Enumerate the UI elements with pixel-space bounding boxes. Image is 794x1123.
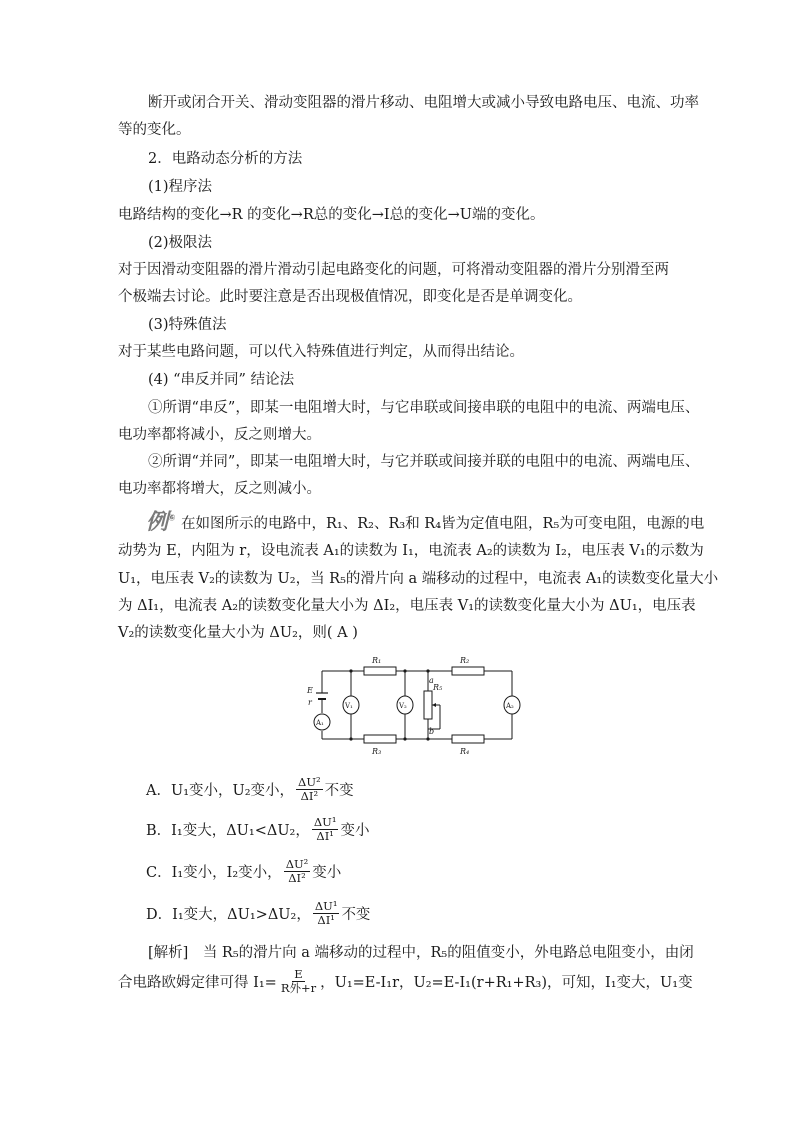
subsection-heading: (1)程序法 [148,179,213,195]
question-line: 在如图所示的电路中，R₁、R₂、R₃和 R₄皆为定值电阻，R₅为可变电阻，电源的电 [181,516,705,532]
option-d[interactable] [146,900,370,927]
fraction-denominator: ΔI² [300,789,319,803]
question-line: U₁，电压表 V₂的读数为 U₂，当 R₅的滑片向 a 端移动的过程中，电流表 A₁的读数变化量大小 [118,571,719,587]
label-r3: R₃ [372,747,382,756]
fraction-numerator: ΔU² [298,775,321,789]
label-b: b [429,727,435,736]
resistor-r3 [364,735,396,743]
analysis-line: [解析] 当 R₅的滑片向 a 端移动的过程中，R₅的阻值变小，外电路总电阻变小，由闭 [148,945,694,961]
label-v2: V₂ [399,702,407,710]
option-b-text: B．I₁变大，ΔU₁<ΔU₂， [146,823,310,839]
section-heading: 2．电路动态分析的方法 [148,151,303,167]
subsection-heading: (2)极限法 [148,235,213,251]
analysis-formula-line [118,968,693,995]
label-internal-resistance: r [308,698,312,707]
example-mark-number: ⑥ [168,513,176,524]
option-d-text: D．I₁变大，ΔU₁>ΔU₂， [146,907,311,923]
resistor-r4 [452,735,484,743]
text-line: ①所谓“串反”，即某一电阻增大时，与它串联或间接串联的电阻中的电流、两端电压、 [148,400,700,416]
option-a[interactable] [146,776,354,803]
fraction-numerator: E [294,967,303,981]
label-v1: V₁ [345,702,353,710]
question-line: 为 ΔI₁，电流表 A₂的读数变化量大小为 ΔI₂，电压表 V₁的读数变化量大小为 ΔU₁，电压表 [118,598,696,614]
option-b-result: 变小 [340,823,370,839]
analysis-text: ，U₁=E-I₁r，U₂=E-I₁(r+R₁+R₃)，可知，I₁变大，U₁变 [320,975,693,991]
question-line: V₂的读数变化量大小为 ΔU₂，则( A ) [118,625,358,641]
text-line: 个极端去讨论。此时要注意是否出现极值情况，即变化是否是单调变化。 [118,289,582,305]
text-line: 对于因滑动变阻器的滑片滑动引起电路变化的问题，可将滑动变阻器的滑片分别滑至两 [118,262,669,278]
option-c-fraction [284,858,311,885]
example-mark-text: 例 [146,510,169,535]
label-r4: R₄ [460,747,470,756]
text-line: ②所谓“并同”，即某一电阻增大时，与它并联或间接并联的电阻中的电流、两端电压、 [148,454,700,470]
fraction-denominator: R外+r [280,981,317,995]
label-a: a [429,676,434,685]
resistor-r1 [364,667,396,675]
option-c-result: 变小 [312,865,342,881]
option-b-fraction [312,816,339,843]
label-emf: E [307,686,313,695]
text-line: 断开或闭合开关、滑动变阻器的滑片移动、电阻增大或减小导致电路电压、电流、功率 [148,95,699,111]
option-b[interactable] [146,816,369,843]
subsection-heading: (4) “串反并同” 结论法 [148,372,295,388]
label-r1: R₁ [372,656,382,665]
option-a-text: A．U₁变小，U₂变小， [146,783,295,799]
option-d-result: 不变 [341,907,371,923]
circuit-diagram [302,655,534,760]
text-line: 对于某些电路问题，可以代入特殊值进行判定，从而得出结论。 [118,344,524,360]
resistor-r5 [424,691,432,719]
fraction-denominator: ΔI² [288,871,306,885]
label-r2: R₂ [460,656,470,665]
fraction-numerator: ΔU² [285,857,309,871]
fraction-denominator: ΔI¹ [317,913,335,927]
fraction-numerator: ΔU¹ [313,815,337,829]
junction-dot [426,737,429,740]
junction-dot [349,737,352,740]
junction-dot [403,737,406,740]
junction-dot [403,669,406,672]
label-a1: A₁ [316,719,324,727]
fraction-denominator: ΔI¹ [316,829,334,843]
label-a2: A₂ [506,702,514,710]
subsection-heading: (3)特殊值法 [148,317,227,333]
fraction-numerator: ΔU¹ [314,899,338,913]
label-r5: R₅ [433,683,443,692]
option-d-fraction [313,900,340,927]
option-a-fraction [296,776,323,803]
option-c-text: C．I₁变小，I₂变小， [146,865,282,881]
junction-dot [349,669,352,672]
resistor-r2 [452,667,484,675]
option-c[interactable] [146,858,341,885]
slider-arrow-icon [432,703,436,707]
analysis-text: 合电路欧姆定律可得 I₁= [118,975,277,991]
text-line: 电功率都将减小，反之则增大。 [118,427,321,443]
current-fraction [279,968,318,995]
text-line: 电功率都将增大，反之则减小。 [118,481,321,497]
junction-dot [426,669,429,672]
text-line: 等的变化。 [118,122,191,138]
text-line: 电路结构的变化→R 的变化→R总的变化→I总的变化→U端的变化。 [118,207,545,223]
example-mark [146,505,176,536]
option-a-result: 不变 [324,783,354,799]
question-line: 动势为 E，内阻为 r，设电流表 A₁的读数为 I₁，电流表 A₂的读数为 I₂，电压表 V₁的示数为 [118,543,704,559]
